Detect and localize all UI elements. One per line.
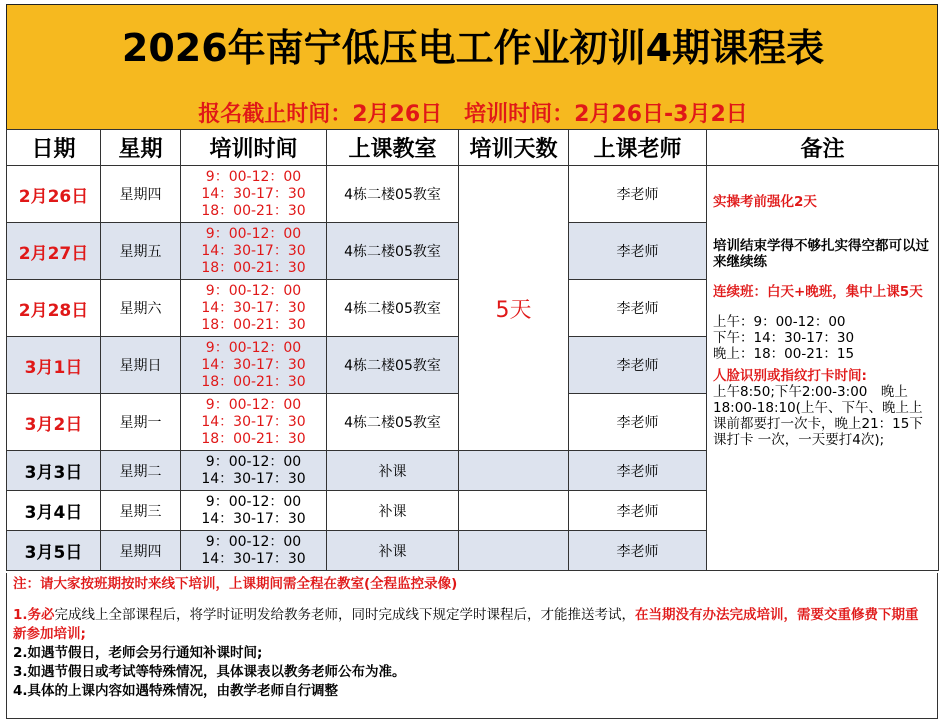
remarks-cell xyxy=(707,166,939,571)
title-band xyxy=(6,4,938,130)
training-days: 5天 xyxy=(459,166,569,451)
row-room: 补课 xyxy=(327,451,459,491)
time-morning: 9：00-12：00 xyxy=(205,339,302,356)
row-date: 3月5日 xyxy=(7,531,101,571)
footer-item-3: 3.如遇节假日或考试等特殊情况，具体课表以教务老师公布为准。 xyxy=(13,664,406,680)
table-row xyxy=(7,166,939,223)
schedule-sheet xyxy=(6,4,938,718)
header-days: 培训天数 xyxy=(459,130,569,166)
row-times xyxy=(181,451,327,491)
row-days-empty xyxy=(459,491,569,531)
row-teacher: 李老师 xyxy=(569,337,707,394)
time-afternoon: 14：30-17：30 xyxy=(201,470,306,487)
row-times xyxy=(181,166,327,223)
time-evening: 18：00-21：30 xyxy=(201,316,306,333)
row-weekday: 星期二 xyxy=(101,451,181,491)
remark-checkin-title: 人脸识别或指纹打卡时间: xyxy=(713,368,867,384)
row-teacher: 李老师 xyxy=(569,223,707,280)
time-afternoon: 14：30-17：30 xyxy=(201,550,306,567)
time-morning: 9：00-12：00 xyxy=(205,533,302,550)
row-date: 3月4日 xyxy=(7,491,101,531)
time-evening: 18：00-21：30 xyxy=(201,202,306,219)
registration-info: 报名截止时间：2月26日 培训时间：2月26日-3月2日 xyxy=(198,102,748,127)
row-days-empty xyxy=(459,451,569,491)
remark-morning: 上午：9：00-12：00 xyxy=(713,314,846,330)
header-room: 上课教室 xyxy=(327,130,459,166)
remark-class-type: 连续班：白天+晚班，集中上课5天 xyxy=(713,284,923,300)
row-weekday: 星期六 xyxy=(101,280,181,337)
time-evening: 18：00-21：30 xyxy=(201,430,306,447)
row-weekday: 星期三 xyxy=(101,491,181,531)
row-times xyxy=(181,491,327,531)
row-weekday: 星期一 xyxy=(101,394,181,451)
time-morning: 9：00-12：00 xyxy=(205,396,302,413)
table-header-row xyxy=(7,130,939,166)
time-afternoon: 14：30-17：30 xyxy=(201,299,306,316)
row-times xyxy=(181,337,327,394)
header-weekday: 星期 xyxy=(101,130,181,166)
time-afternoon: 14：30-17：30 xyxy=(201,510,306,527)
row-room: 补课 xyxy=(327,491,459,531)
schedule-table xyxy=(6,129,939,571)
header-time: 培训时间 xyxy=(181,130,327,166)
time-afternoon: 14：30-17：30 xyxy=(201,242,306,259)
row-teacher: 李老师 xyxy=(569,491,707,531)
row-times xyxy=(181,280,327,337)
row-days-empty xyxy=(459,531,569,571)
row-room: 4栋二楼05教室 xyxy=(327,166,459,223)
time-morning: 9：00-12：00 xyxy=(205,493,302,510)
footer-item-1: 1.务必完成线上全部课程后，将学时证明发给教务老师，同时完成线下规定学时课程后，才能推送考试，在当期没有办法完成培训，需要交重修费下期重新参加培训; xyxy=(13,607,919,642)
time-morning: 9：00-12：00 xyxy=(205,282,302,299)
page-title: 2026年南宁低压电工作业初训4期课程表 xyxy=(121,26,825,70)
row-times xyxy=(181,223,327,280)
row-teacher: 李老师 xyxy=(569,394,707,451)
row-room: 4栋二楼05教室 xyxy=(327,337,459,394)
header-teacher: 上课老师 xyxy=(569,130,707,166)
footer-notes xyxy=(6,573,938,719)
row-room: 4栋二楼05教室 xyxy=(327,394,459,451)
header-date: 日期 xyxy=(7,130,101,166)
row-times xyxy=(181,531,327,571)
row-teacher: 李老师 xyxy=(569,166,707,223)
row-date: 2月27日 xyxy=(7,223,101,280)
remark-practice: 实操考前强化2天 xyxy=(713,194,817,210)
row-room: 补课 xyxy=(327,531,459,571)
time-evening: 18：00-21：30 xyxy=(201,373,306,390)
time-afternoon: 14：30-17：30 xyxy=(201,413,306,430)
remark-evening: 晚上：18：00-21：15 xyxy=(713,346,855,362)
row-teacher: 李老师 xyxy=(569,531,707,571)
time-evening: 18：00-21：30 xyxy=(201,259,306,276)
remark-continue: 培训结束学得不够扎实得空都可以过来继续练 xyxy=(713,238,929,270)
row-teacher: 李老师 xyxy=(569,280,707,337)
row-date: 2月28日 xyxy=(7,280,101,337)
footer-note: 注：请大家按班期按时来线下培训，上课期间需全程在教室(全程监控录像) xyxy=(13,576,458,592)
remark-afternoon: 下午：14：30-17：30 xyxy=(713,330,855,346)
row-date: 2月26日 xyxy=(7,166,101,223)
row-date: 3月2日 xyxy=(7,394,101,451)
time-morning: 9：00-12：00 xyxy=(205,168,302,185)
footer-item-2: 2.如遇节假日，老师会另行通知补课时间; xyxy=(13,645,263,661)
row-weekday: 星期四 xyxy=(101,531,181,571)
header-remarks: 备注 xyxy=(707,130,939,166)
remark-checkin-detail: 上午8:50;下午2:00-3:00 晚上18:00-18:10(上午、下午、晚上上课前都要打一次卡，晚上21：15下课打卡 一次，一天要打4次); xyxy=(713,384,923,448)
row-date: 3月1日 xyxy=(7,337,101,394)
time-afternoon: 14：30-17：30 xyxy=(201,356,306,373)
time-morning: 9：00-12：00 xyxy=(205,225,302,242)
row-weekday: 星期四 xyxy=(101,166,181,223)
row-date: 3月3日 xyxy=(7,451,101,491)
row-times xyxy=(181,394,327,451)
row-weekday: 星期日 xyxy=(101,337,181,394)
row-weekday: 星期五 xyxy=(101,223,181,280)
footer-item-4: 4.具体的上课内容如遇特殊情况，由教学老师自行调整 xyxy=(13,683,339,699)
row-room: 4栋二楼05教室 xyxy=(327,223,459,280)
time-afternoon: 14：30-17：30 xyxy=(201,185,306,202)
row-room: 4栋二楼05教室 xyxy=(327,280,459,337)
row-teacher: 李老师 xyxy=(569,451,707,491)
time-morning: 9：00-12：00 xyxy=(205,453,302,470)
